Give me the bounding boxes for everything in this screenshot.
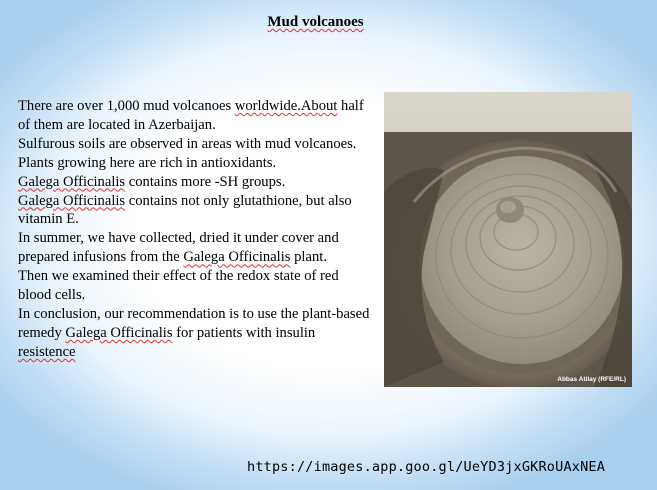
mud-volcano-illustration	[384, 92, 632, 387]
paragraph-7: In conclusion, our recommendation is to use the plant-based remedy Galega Officinalis for patients with insulin resistence	[18, 305, 370, 360]
source-url[interactable]: https://images.app.goo.gl/UeYD3jxGKRoUAxNEA	[247, 459, 606, 475]
paragraph-6: Then we examined their effect of the redox state of red blood cells.	[18, 268, 339, 304]
slide-title-text: Mud volcanoes	[267, 14, 364, 30]
paragraph-4: Galega Officinalis contains not only glutathione, but also vitamin E.	[18, 192, 352, 228]
slide-title	[0, 14, 631, 31]
paragraph-1: There are over 1,000 mud volcanoes worldwide.About half of them are located in Azerbaijan.	[18, 98, 364, 133]
mud-volcano-photo	[384, 92, 632, 387]
slide-body-text	[18, 97, 370, 362]
paragraph-3: Galega Officinalis contains more -SH groups.	[18, 173, 286, 190]
paragraph-5: In summer, we have collected, dried it under cover and prepared infusions from the Galega Officinalis plant.	[18, 230, 339, 266]
photo-credit: Abbas Atilay (RFE/RL)	[557, 376, 626, 383]
paragraph-2: Sulfurous soils are observed in areas with mud volcanoes. Plants growing here are rich in antioxidants.	[18, 135, 357, 171]
